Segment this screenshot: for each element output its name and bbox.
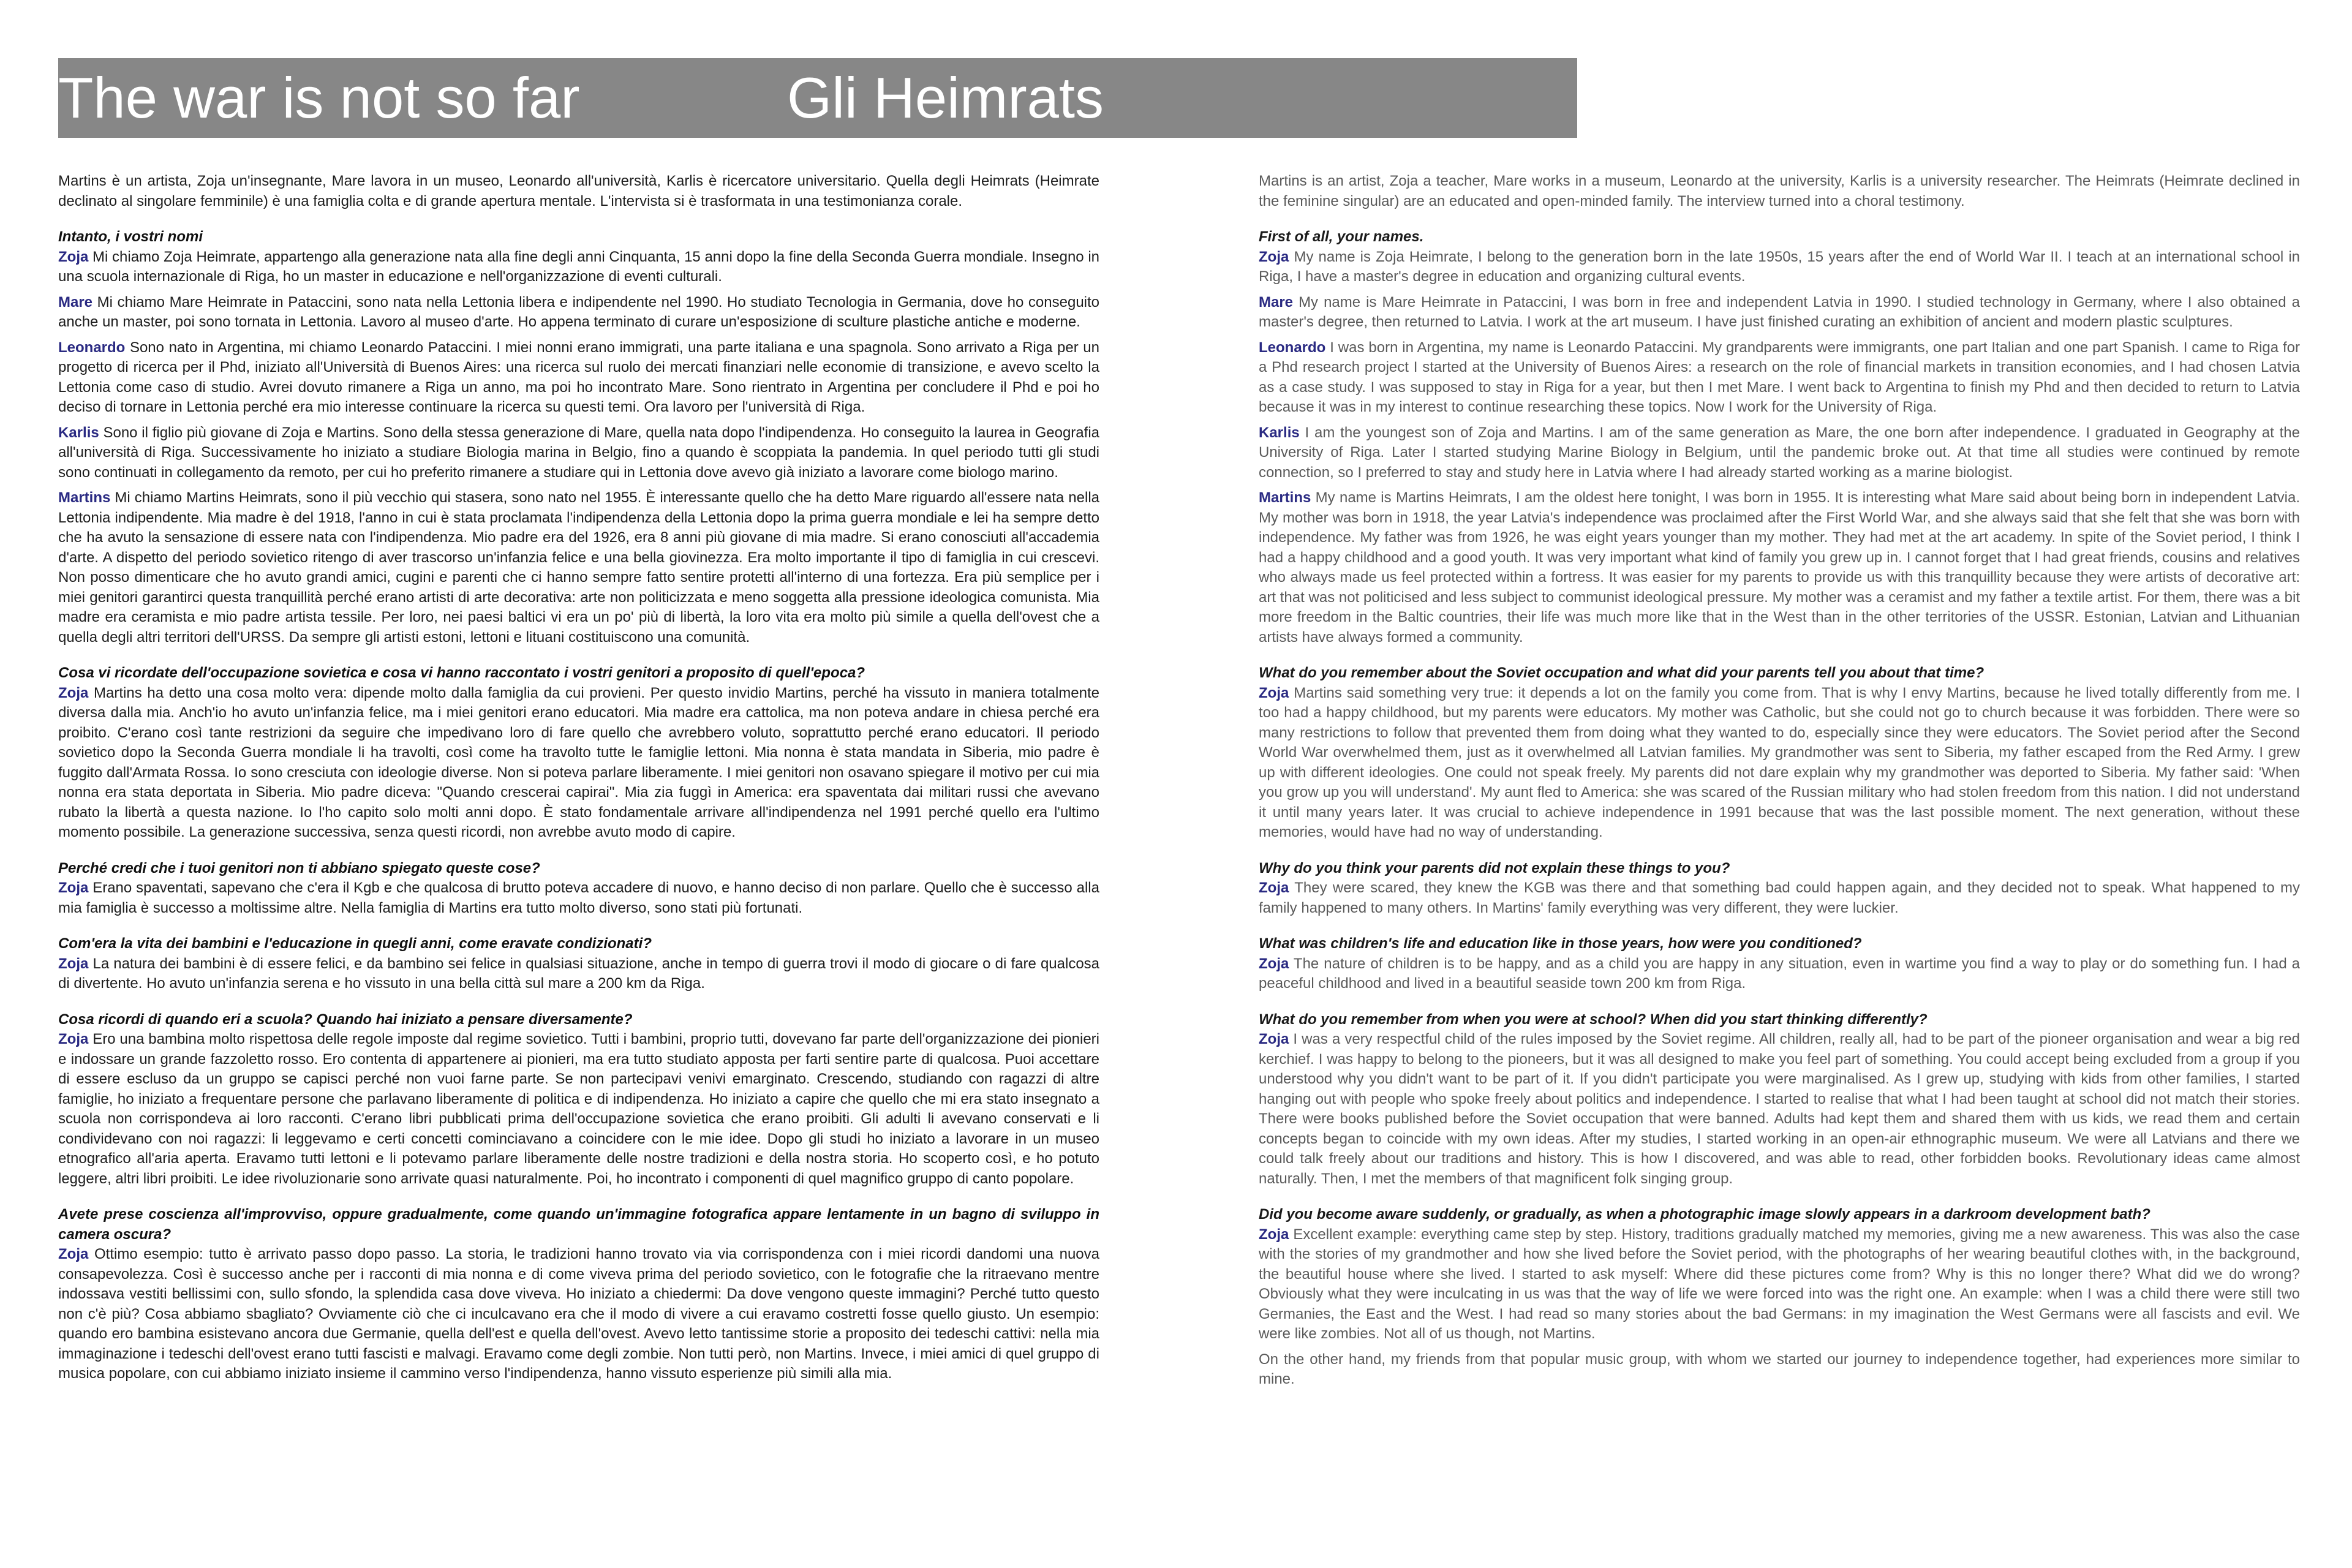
speaker-name: Zoja bbox=[1259, 955, 1289, 972]
answer-text: Mi chiamo Martins Heimrats, sono il più vecchio qui stasera, sono nato nel 1955. È interessante quello che ha detto Mare riguardo all'essere nata nella Lettonia indipendente. Mia madre è del 1918, l'anno in cui è stata proclamata l'indipendenza della Lettonia dopo la prima guerra mondiale e lei ha sempre detto che ha avuto la sensazione di essere nata con l'indipendenza. Mio padre era del 1926, era 8 anni più giovane di mia madre. Si erano conosciuti all'accademia d'arte. A dispetto del periodo sovietico ritengo di aver trascorso un'infanzia felice e una bella giovinezza. Era molto importante il tipo di famiglia in cui crescevi. Non posso dimenticare che ho avuto grandi amici, cugini e parenti che ci hanno sempre fatto sentire protetti all'interno di una fortezza. Era più semplice per i miei genitori garantirci questa tranquillità perché erano artisti di arte decorativa: arte non politicizzata e meno soggetta alla pressione ideologica comunista. Mia madre era ceramista e mio padre artista tessile. Per loro, nei paesi baltici vi era un po' più di libertà, la loro vita era molto più simile a quella dell'ovest che a quella degli altri territori dell'URSS. Da sempre gli artisti estoni, lettoni e lituani costituiscono una comunità. bbox=[58, 489, 1100, 646]
answer-text: Sono nato in Argentina, mi chiamo Leonardo Pataccini. I miei nonni erano immigrati, una parte italiana e una spagnola. Sono arrivato a Riga per un progetto di ricerca per il Phd, iniziato all'Università di Buenos Aires: una ricerca sul ruolo dei mercati finanziari nelle economie di transizione, e avevo scelto la Lettonia come caso di studio. Avrei dovuto rimanere a Riga un anno, ma poi ho incontrato Mare. Sono rientrato in Argentina per concludere il Phd e poi ho deciso di tornare in Lettonia perché era mio interesse continuare la ricerca su questi temi. Ora lavoro per l'università di Riga. bbox=[58, 339, 1099, 415]
interview-question: Cosa ricordi di quando eri a scuola? Quando hai iniziato a pensare diversamente? bbox=[58, 1011, 633, 1028]
speaker-name: Leonardo bbox=[1259, 339, 1326, 356]
answer-paragraph bbox=[58, 878, 1099, 918]
speaker-name: Martins bbox=[58, 489, 111, 506]
interview-question: First of all, your names. bbox=[1259, 228, 1424, 245]
speaker-name: Zoja bbox=[1259, 248, 1289, 265]
speaker-name: Zoja bbox=[58, 955, 89, 972]
answer-paragraph bbox=[1259, 423, 2300, 483]
answer-text: Mi chiamo Zoja Heimrate, appartengo alla generazione nata alla fine degli anni Cinquanta, 15 anni dopo la fine della Seconda Guerra mondiale. Insegno in una scuola internazionale di Riga, ho un master in educazione e nell'organizzazione di eventi culturali. bbox=[58, 248, 1099, 285]
speaker-name: Zoja bbox=[1259, 684, 1289, 701]
interview-question: What do you remember from when you were at school? When did you start thinking differently? bbox=[1259, 1011, 1928, 1028]
answer-text: The nature of children is to be happy, and as a child you are happy in any situation, even in wartime you find a way to play or do something fun. I had a peaceful childhood and lived in a beautiful seaside town 200 km from Riga. bbox=[1259, 955, 2301, 992]
answer-text: Ottimo esempio: tutto è arrivato passo dopo passo. La storia, le tradizioni hanno trovato via via corrispondenza con i miei ricordi dandomi una nuova consapevolezza. Così è successo anche per i racconti di mia nonna e di come viveva prima del periodo sovietico, con le fotografie che la ritraevano mentre indossava vestiti bellissimi con, sullo sfondo, la splendida casa dove viveva. Ho iniziato a chiedermi: Da dove vengono queste immagini? Perché tutto questo non c'è più? Cosa abbiamo sbagliato? Ovviamente ciò che ci inculcavano era che il modo di vivere a cui eravamo costretti fosse quello giusto. Un esempio: quando ero bambina esistevano ancora due Germanie, quella dell'est e quella dell'ovest. Avevo letto tantissime storie a proposito dei tedeschi cattivi: nella mia immaginazione i tedeschi dell'ovest erano tutti fascisti e malvagi. Eravamo come degli zombie. Non tutti però, non Martins. Invece, i miei amici di quel gruppo di musica popolare, con cui abbiamo iniziato insieme il cammino verso l'indipendenza, hanno vissuto esperienze più simili alla mia. bbox=[58, 1246, 1100, 1382]
answer-paragraph bbox=[58, 423, 1099, 483]
answer-text: I am the youngest son of Zoja and Martins. I am of the same generation as Mare, the one born after independence. I graduated in Geography at the University of Riga. Later I started studying Marine Biology in Belgium, until the pandemic broke out. At that time all studies were continued by remote connection, so I preferred to stay and study here in Latvia where I had already started working as a marine biologist. bbox=[1259, 424, 2300, 481]
answer-paragraph bbox=[58, 1245, 1099, 1384]
speaker-name: Zoja bbox=[1259, 1226, 1289, 1243]
speaker-name: Zoja bbox=[58, 684, 89, 701]
interview-question: Avete prese coscienza all'improvviso, oppure gradualmente, come quando un'immagine fotografica appare lentamente in un bagno di sviluppo in camera oscura? bbox=[58, 1206, 1099, 1243]
speaker-name: Zoja bbox=[1259, 1031, 1289, 1047]
italian-column bbox=[58, 172, 1099, 1390]
interview-question: Why do you think your parents did not explain these things to you? bbox=[1259, 859, 1730, 876]
title-italian: Gli Heimrats bbox=[787, 66, 1104, 130]
answer-text: Martins said something very true: it depends a lot on the family you come from. That is why I envy Martins, because he lived totally differently from me. I too had a happy childhood, but my parents were educators. My mother was Catholic, but she could not go to church because it was forbidden. There were so many restrictions to follow that prevented them from doing what they wanted to do, especially since they were educators. The Soviet period after the Second World War overwhelmed them, just as it overwhelmed all Latvian families. My grandmother was sent to Siberia, my father escaped from the Red Army. I grew up with different ideologies. One could not speak freely. My parents did not dare explain why my grandmother was deported to Siberia. My father said: 'When you grow up you will understand'. My aunt fled to America: she was scared of the Russian military who had stolen freedom from this nation. I did not understand it until many years later. It was crucial to achieve independence in 1991 because that was the last possible moment. The next generation, without these memories, would have had no way of understanding. bbox=[1259, 684, 2300, 840]
interview-question: Com'era la vita dei bambini e l'educazione in quegli anni, come eravate condizionati? bbox=[58, 935, 652, 952]
interview-question: Did you become aware suddenly, or gradually, as when a photographic image slowly appears in a darkroom development bath? bbox=[1259, 1206, 2150, 1223]
speaker-name: Martins bbox=[1259, 489, 1311, 506]
answer-text: My name is Mare Heimrate in Pataccini, I was born in free and independent Latvia in 1990. I studied technology in Germany, where I also obtained a master's degree, then returned to Latvia. I work at the art museum. I have just finished curating an exhibition of ancient and modern plastic sculptures. bbox=[1259, 293, 2300, 330]
interview-question: Intanto, i vostri nomi bbox=[58, 228, 203, 245]
speaker-name: Zoja bbox=[58, 248, 89, 265]
answer-text: Ero una bambina molto rispettosa delle regole imposte dal regime sovietico. Tutti i bambini, proprio tutti, dovevano far parte dell'organizzazione dei pionieri e indossare un grande fazzoletto rosso. Ero contenta di appartenere ai pionieri, ma era tutto studiato apposta per farti sentire parte di qualcosa. Puoi accettare di essere escluso da un gruppo se capisci perché non vuoi farne parte. Se non partecipavi venivi emarginato. Crescendo, studiando con ragazzi di altre famiglie, ho iniziato a frequentare persone che parlavano liberamente di politica e di indipendenza. Ho iniziato a capire che quello che mi era stato insegnato a scuola non corrispondeva ai loro racconti. C'erano libri pubblicati prima dell'occupazione sovietica che erano proibiti. Gli adulti li avevano conservati e li condividevano con noi ragazzi: li leggevamo e certi concetti cominciavano a coincidere con le mie idee. Dopo gli studi ho iniziato a lavorare in un museo etnografico all'aria aperta. Eravamo tutti lettoni e li potevamo parlare liberamente delle nostre tradizioni e della nostra storia. Ho scoperto così, e ho potuto leggere, altri libri proibiti. Le idee rivoluzionarie sono arrivate quasi naturalmente. Poi, ho incontrato i componenti di quel magnifico gruppo di canto popolare. bbox=[58, 1031, 1099, 1187]
body-paragraph: Martins is an artist, Zoja a teacher, Mare works in a museum, Leonardo at the university, Karlis is a university researcher. The Heimrats (Heimrate declined in the feminine singular) are an educated and open-minded family. The interview turned into a choral testimony. bbox=[1259, 173, 2300, 209]
answer-paragraph bbox=[1259, 247, 2300, 287]
body-paragraph: On the other hand, my friends from that popular music group, with whom we started our journey to independence together, had experiences more similar to mine. bbox=[1259, 1351, 2300, 1387]
speaker-name: Mare bbox=[58, 293, 93, 311]
answer-text: They were scared, they knew the KGB was there and that something bad could happen again, and they decided not to speak. What happened to my family happened to many others. In Martins' family everything was very different, they were luckier. bbox=[1259, 880, 2301, 916]
answer-paragraph bbox=[58, 1030, 1099, 1189]
interview-question: Perché credi che i tuoi genitori non ti abbiano spiegato queste cose? bbox=[58, 859, 540, 876]
answer-paragraph bbox=[1259, 1030, 2300, 1189]
speaker-name: Karlis bbox=[58, 424, 99, 441]
answer-paragraph bbox=[58, 247, 1099, 287]
body-paragraph: Martins è un artista, Zoja un'insegnante, Mare lavora in un museo, Leonardo all'università, Karlis è ricercatore universitario. Quella degli Heimrats (Heimrate declinato al singolare femminile) è una famiglia colta e di grande apertura mentale. L'intervista si è trasformata in una testimonianza corale. bbox=[58, 173, 1099, 209]
speaker-name: Leonardo bbox=[58, 339, 126, 356]
answer-text: I was a very respectful child of the rules imposed by the Soviet regime. All children, really all, had to be part of the pioneer organisation and wear a big red kerchief. I was happy to belong to the pioneers, but it was all designed to make you feel part of something. You could accept being excluded from a group if you understood why you didn't want to be part of it. If you didn't participate you were marginalised. As I grew up, studying with kids from other families, I started hanging out with people who spoke freely about politics and independence. I started to realise that what I had been taught at school did not match their stories. There were books published before the Soviet occupation that were banned. Adults had kept them and shared them with us kids, we read them and certain concepts began to coincide with my own ideas. After my studies, I started working in an open-air ethnographic museum. We were all Latvians and there we could talk freely about our traditions and history. This is how I discovered, and was able to read, other forbidden books. Revolutionary ideas came almost naturally. Then, I met the members of that magnificent folk singing group. bbox=[1259, 1031, 2300, 1187]
answer-text: Mi chiamo Mare Heimrate in Pataccini, sono nata nella Lettonia libera e indipendente nel 1990. Ho studiato Tecnologia in Germania, dove ho conseguito anche un master, poi sono tornata in Lettonia. Lavoro al museo d'arte. Ho appena terminato di curare un'esposizione di sculture plastiche antiche e moderne. bbox=[58, 293, 1100, 330]
speaker-name: Zoja bbox=[58, 880, 89, 896]
answer-text: Excellent example: everything came step by step. History, traditions gradually matched my memories, giving me a new awareness. This was also the case with the stories of my grandmother and how she lived before the Soviet period, with the photographs of her wearing beautiful clothes with, in the background, the beautiful house where she lived. I started to ask myself: Where did these pictures come from? Why is this no longer there? What did we do wrong? Obviously what they were inculcating in us was that the way of life we were forced into was the right one. An example: when I was a child there were still two Germanies, the East and the West. I had read so many stories about the bad Germans: in my imagination the West Germans were all fascists and evil. We were like zombies. Not all of us though, not Martins. bbox=[1259, 1226, 2301, 1342]
title-banner bbox=[58, 58, 1577, 138]
speaker-name: Mare bbox=[1259, 293, 1294, 311]
answer-paragraph bbox=[58, 293, 1099, 333]
answer-text: La natura dei bambini è di essere felici, e da bambino sei felice in qualsiasi situazione, anche in tempo di guerra trovi il modo di giocare o di fare qualcosa di divertente. Ho avuto un'infanzia serena e ho vissuto in una bella città sul mare a 200 km da Riga. bbox=[58, 955, 1100, 992]
answer-paragraph bbox=[1259, 684, 2300, 843]
answer-text: My name is Zoja Heimrate, I belong to the generation born in the late 1950s, 15 years after the end of World War II. I teach at an international school in Riga, I have a master's degree in education and organizing cultural events. bbox=[1259, 248, 2301, 285]
answer-text: Erano spaventati, sapevano che c'era il Kgb e che qualcosa di brutto poteva accadere di nuovo, e hanno deciso di non parlare. Quello che è successo alla mia famiglia è successo a moltissime altre. Nella famiglia di Martins era tutto molto diverso, sono stati più fortunati. bbox=[58, 880, 1099, 916]
interview-question: What was children's life and education like in those years, how were you conditioned? bbox=[1259, 935, 1862, 952]
interview-question: Cosa vi ricordate dell'occupazione sovietica e cosa vi hanno raccontato i vostri genitori a proposito di quell'epoca? bbox=[58, 665, 865, 681]
answer-text: Martins ha detto una cosa molto vera: dipende molto dalla famiglia da cui provieni. Per questo invidio Martins, perché ha vissuto in maniera totalmente diversa dalla mia. Anch'io ho avuto un'infanzia felice, ma i miei genitori erano educatori. Mia madre era cattolica, ma non poteva andare in chiesa perché era proibito. C'erano così tante restrizioni da seguire che impedivano loro di fare quello che avrebbero voluto, soprattutto perché erano educatori. Il periodo sovietico dopo la Seconda Guerra mondiale li ha travolti, così come ha travolto tutte le famiglie lettoni. Mia nonna è stata mandata in Siberia, mio padre è fuggito dall'Armata Rossa. Io sono cresciuta con ideologie diverse. Non si poteva parlare liberamente. I miei genitori non osavano spiegare il motivo per cui mia nonna era stata deportata in Siberia. Mio padre diceva: "Quando crescerai capirai". Mia zia fuggì in America: era spaventata dai militari russi che avevano rubato la libertà a questa nazione. Io l'ho capito solo molti anni dopo. È stato fondamentale arrivare all'indipendenza nel 1991 perché quello era l'ultimo momento possibile. La generazione successiva, senza questi ricordi, non avrebbe avuto modo di capire. bbox=[58, 684, 1099, 840]
answer-paragraph bbox=[58, 684, 1099, 843]
speaker-name: Karlis bbox=[1259, 424, 1300, 441]
answer-paragraph bbox=[1259, 1225, 2300, 1344]
title-english: The war is not so far bbox=[58, 66, 580, 130]
answer-text: My name is Martins Heimrats, I am the oldest here tonight, I was born in 1955. It is interesting what Mare said about being born in independent Latvia. My mother was born in 1918, the year Latvia's independence was proclaimed after the First World War, and she always said that she felt that she was born with independence. My father was from 1926, he was eight years younger than my mother. They had met at the art academy. In spite of the Soviet period, I think I had a happy childhood and a good youth. It was very important what kind of family you grew up in. I cannot forget that I had great friends, cousins and relatives who always made us feel protected within a fortress. It was easier for my parents to provide us with this tranquillity because they were artists of decorative art: art that was not politicised and less subject to communist ideological pressure. My mother was a ceramist and my father a textile artist. For them, there was a bit more freedom in the Baltic countries, their life was much more like that in the West than in the other territories of the USSR. Estonian, Latvian and Lithuanian artists have always formed a community. bbox=[1259, 489, 2301, 646]
answer-paragraph bbox=[1259, 954, 2300, 994]
answer-paragraph bbox=[1259, 878, 2300, 918]
answer-paragraph bbox=[58, 338, 1099, 418]
speaker-name: Zoja bbox=[58, 1031, 89, 1047]
speaker-name: Zoja bbox=[1259, 880, 1289, 896]
english-column bbox=[1259, 172, 2300, 1395]
answer-text: I was born in Argentina, my name is Leonardo Pataccini. My grandparents were immigrants, one part Italian and one part Spanish. I came to Riga for a Phd research project I started at the University of Buenos Aires: a research on the role of financial markets in transition economies, and I had chosen Latvia as a case study. I was supposed to stay in Riga for a year, but then I met Mare. I went back to Argentina to finish my Phd and then decided to return to Latvia because it was in my interest to continue researching these topics. Now I work for the University of Riga. bbox=[1259, 339, 2301, 415]
interview-question: What do you remember about the Soviet occupation and what did your parents tell you about that time? bbox=[1259, 665, 1985, 681]
answer-paragraph bbox=[1259, 488, 2300, 647]
answer-paragraph bbox=[1259, 293, 2300, 333]
answer-paragraph bbox=[58, 954, 1099, 994]
answer-paragraph bbox=[58, 488, 1099, 647]
answer-text: Sono il figlio più giovane di Zoja e Martins. Sono della stessa generazione di Mare, quella nata dopo l'indipendenza. Ho conseguito la laurea in Geografia all'università di Riga. Successivamente ho iniziato a studiare Biologia marina in Belgio, fino a quando è scoppiata la pandemia. In quel periodo tutti gli studi sono continuati in collegamento da remoto, per cui ho preferito rimanere a studiare qui in Lettonia dove avevo già iniziato a lavorare come biologo marino. bbox=[58, 424, 1099, 481]
speaker-name: Zoja bbox=[58, 1246, 89, 1262]
answer-paragraph bbox=[1259, 338, 2300, 418]
